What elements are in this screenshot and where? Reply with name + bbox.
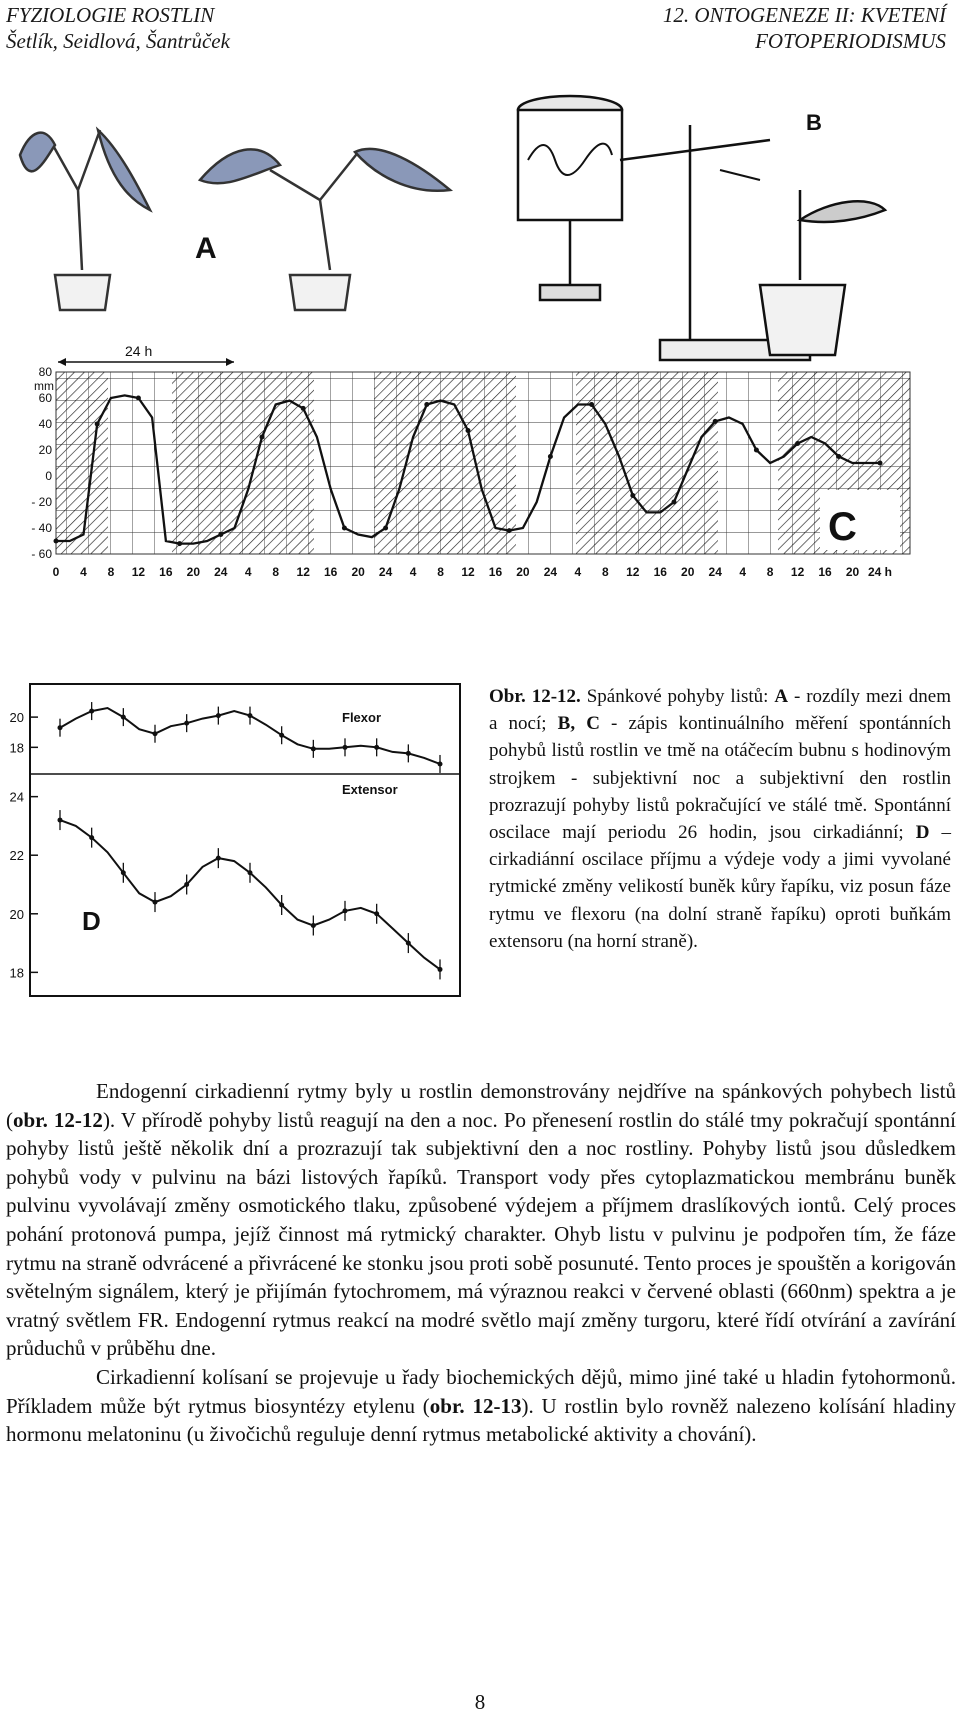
page-number: 8 <box>474 1690 486 1714</box>
chapter-subtitle: FOTOPERIODISMUS <box>755 29 946 53</box>
flexor-point <box>279 733 284 738</box>
chart-c-ytick: 80 <box>38 365 52 379</box>
flexor-point <box>216 713 221 718</box>
chart-c-point <box>795 441 800 446</box>
flexor-point <box>343 745 348 750</box>
chart-c-ytick: - 40 <box>31 521 52 535</box>
extensor-point <box>58 818 63 823</box>
body-text <box>6 1077 956 1449</box>
chart-c-xtick: 4 <box>574 565 582 579</box>
chart-c-point <box>136 396 141 401</box>
plant-illustrations <box>20 130 450 310</box>
extensor-point <box>184 882 189 887</box>
flexor-point <box>89 709 94 714</box>
extensor-point <box>216 856 221 861</box>
running-header-left <box>6 2 230 54</box>
chart-c-point <box>466 428 471 433</box>
extensor-point <box>343 908 348 913</box>
chart-c-point <box>95 422 100 427</box>
chart-d-flexor-ytick: 20 <box>9 710 24 726</box>
flexor-point <box>58 725 63 730</box>
chart-c-ytick: 20 <box>38 443 52 457</box>
chart-c-xtick: 8 <box>272 565 280 579</box>
chart-c-point <box>672 500 677 505</box>
chart-c-xtick: 4 <box>409 565 417 579</box>
figure-reference-12-12: obr. 12-12 <box>13 1107 103 1132</box>
chart-c-xtick: 24 <box>214 565 228 579</box>
caption-figure-number: Obr. 12-12. <box>489 686 581 707</box>
chart-c-point <box>507 528 512 533</box>
chart-d-extensor-ytick: 20 <box>9 906 24 922</box>
chart-c-point <box>260 435 265 440</box>
chart-c-xtick: 16 <box>818 565 832 579</box>
figure-d <box>0 682 470 1002</box>
extensor-point <box>374 911 379 916</box>
chart-c-xtick: 24 h <box>867 565 893 579</box>
extensor-point <box>248 870 253 875</box>
paragraph-1 <box>6 1077 956 1363</box>
figure-caption <box>489 683 951 955</box>
chart-c-xtick: 16 <box>488 565 503 579</box>
caption-text-1: Spánkové pohyby listů: <box>580 686 775 707</box>
figure-reference-12-13: obr. 12-13 <box>429 1393 522 1418</box>
chart-c-point <box>342 526 347 531</box>
chart-c-point <box>713 419 718 424</box>
label-b: B <box>806 110 822 135</box>
chart-c-xtick: 4 <box>80 565 87 579</box>
extensor-point <box>279 903 284 908</box>
chart-c-xtick: 12 <box>131 565 146 579</box>
paragraph-2-text-b: ). U rostlin bylo rovněž nalezeno kolísání hladiny hormonu melatoninu (u živočichů reguluje denní rytmus metabolické aktivity a chování). <box>6 1393 956 1447</box>
chart-c-xtick: 8 <box>766 565 774 579</box>
chart-c-xtick: 24 <box>543 565 558 579</box>
chart-c-xtick: 12 <box>296 565 310 579</box>
flexor-point <box>374 745 379 750</box>
flexor-label: Flexor <box>342 710 382 725</box>
paragraph-1-text-a: Endogenní cirkadienní rytmy byly u rostlin demonstrovány nejdříve na spánkových pohybech listů ( <box>6 1079 956 1132</box>
chart-c-xtick: 4 <box>739 565 747 579</box>
chart-c-ylabel: mm <box>34 379 54 393</box>
chart-c-point <box>177 541 182 546</box>
flexor-point <box>311 746 316 751</box>
chart-c-ytick: - 20 <box>31 495 52 509</box>
extensor-point <box>89 835 94 840</box>
flexor-point <box>248 713 253 718</box>
chart-c-xtick: 8 <box>107 565 115 579</box>
chart-c-point <box>54 539 59 544</box>
chart-c-ytick: 40 <box>38 417 52 431</box>
chart-c-point <box>218 532 223 537</box>
chart-c-xtick: 12 <box>461 565 475 579</box>
chart-c-xtick: 20 <box>681 565 695 579</box>
chart-c-ytick: - 60 <box>31 547 52 561</box>
chart-c-xtick: 8 <box>437 565 444 579</box>
chart-c-xtick: 4 <box>244 565 252 579</box>
label-a: A <box>195 232 217 265</box>
extensor-label: Extensor <box>342 782 398 797</box>
chart-c-point <box>424 402 429 407</box>
chart-c-xtick: 0 <box>52 565 60 579</box>
extensor-point <box>438 967 443 972</box>
chart-d-flexor-ytick: 18 <box>9 740 24 756</box>
chart-c-xtick: 12 <box>790 565 805 579</box>
extensor-point <box>121 870 126 875</box>
running-header-right <box>526 2 946 54</box>
chart-c-xtick: 20 <box>845 565 860 579</box>
flexor-point <box>121 715 126 720</box>
flexor-point <box>184 721 189 726</box>
chart-c-ytick: 0 <box>45 469 52 483</box>
chart-c-xtick: 8 <box>601 565 609 579</box>
chart-c-point <box>630 493 635 498</box>
course-title: FYZIOLOGIE ROSTLIN <box>6 3 215 27</box>
chart-c-point <box>548 454 553 459</box>
caption-text-3: - zápis kontinuálního měření spontánních pohybů listů rostlin ve tmě na otáčecím bubnu s hodinovým strojkem - subjektivní noc a subjektivní den rostlin prozrazují pohyby listů pokračující ve stálé tmě. Spontánní oscilace mají periodu 26 hodin, jsou cirkadiánní; <box>489 713 951 844</box>
chart-c-point <box>589 402 594 407</box>
chart-c-xtick: 20 <box>516 565 530 579</box>
extensor-point <box>311 923 316 928</box>
chart-c-point <box>754 448 759 453</box>
chapter-title: 12. ONTOGENEZE II: KVETENÍ <box>662 3 946 27</box>
authors: Šetlík, Seidlová, Šantrůček <box>6 29 230 53</box>
flexor-point <box>438 761 443 766</box>
flexor-point <box>153 731 158 736</box>
kymograph-apparatus <box>518 96 885 360</box>
paragraph-1-text-b: ). V přírodě pohyby listů reagují na den a noc. Po přenesení rostlin do stálé tmy pokračují spontánní pohyby listů ještě několik dní a prozrazují tak subjektivní den a noc rostliny. Pohyby listů jsou důsledkem pohybů vody v pulvinu na bázi listových řapíků. Transport vody přes cytoplazmatickou membránu buněk pulvinu vyvolávají změny osmotického tlaku, způsobené výdejem a příjmem draslíkových iontů. Celý proces pohání protonová pumpa, jejíž činnost má rytmický charakter. Ohyb listu v pulvinu je podpořen tím, že fáze rytmu na straně odvrácené a přivrácené ke stonku jsou proti sobě posunuté. Tento proces je spouštěn a korigován světelným signálem, který je přijímán fytochromem, má výraznou reakci v červené oblasti (660nm) spektra a je vratný světlem FR. Endogenní rytmus reakcí na modré světlo mají změny turgoru, které řídí otvírání a zavírání průduchů v průběhu dne. <box>6 1107 956 1361</box>
night-bands <box>56 372 910 554</box>
caption-text-2: - rozdíly mezi dnem a nocí; <box>489 686 951 735</box>
chart-c-xtick: 16 <box>323 565 338 579</box>
chart-c-xtick: 20 <box>351 565 365 579</box>
chart-c-xtick: 20 <box>186 565 201 579</box>
chart-c-point <box>836 454 841 459</box>
chart-c <box>31 343 910 579</box>
label-c: C <box>828 505 857 549</box>
figure-abc <box>0 70 960 670</box>
chart-d-extensor-ytick: 18 <box>9 965 24 981</box>
chart-c-xtick: 24 <box>708 565 722 579</box>
caption-ref-d: D <box>915 822 930 844</box>
caption-ref-bc: B, C <box>557 713 600 735</box>
chart-d-extensor-ytick: 22 <box>9 848 24 864</box>
chart-c-ytick: 60 <box>38 391 52 405</box>
chart-c-point <box>878 461 883 466</box>
chart-c-xtick: 24 <box>378 565 393 579</box>
plant-day <box>20 130 150 310</box>
label-d: D <box>82 906 101 936</box>
chart-c-xtick: 12 <box>626 565 640 579</box>
plant-night <box>200 149 450 310</box>
chart-c-point <box>383 526 388 531</box>
extensor-point <box>406 941 411 946</box>
caption-text-4: – cirkadiánní oscilace příjmu a výdeje vody a jimi vyvolané rytmické změny velikostí buněk kůry řapíku, viz posun fáze rytmu ve flexoru (na dolní straně řapíku) oproti buňkám extensoru (na horní straně). <box>489 822 952 952</box>
chart-c-point <box>301 406 306 411</box>
chart-c-xtick: 16 <box>159 565 173 579</box>
caption-ref-a: A <box>774 686 789 707</box>
period-label: 24 h <box>125 343 153 359</box>
flexor-point <box>406 751 411 756</box>
extensor-point <box>153 900 158 905</box>
paragraph-2-text-a: Cirkadienní kolísaní se projevuje u řady biochemických dějů, mimo jiné také u hladin fytohormonů. Příkladem může být rytmus biosyntézy etylenu ( <box>6 1364 956 1418</box>
chart-d-extensor-ytick: 24 <box>9 789 24 805</box>
paragraph-2 <box>6 1363 956 1449</box>
chart-c-xtick: 16 <box>653 565 667 579</box>
